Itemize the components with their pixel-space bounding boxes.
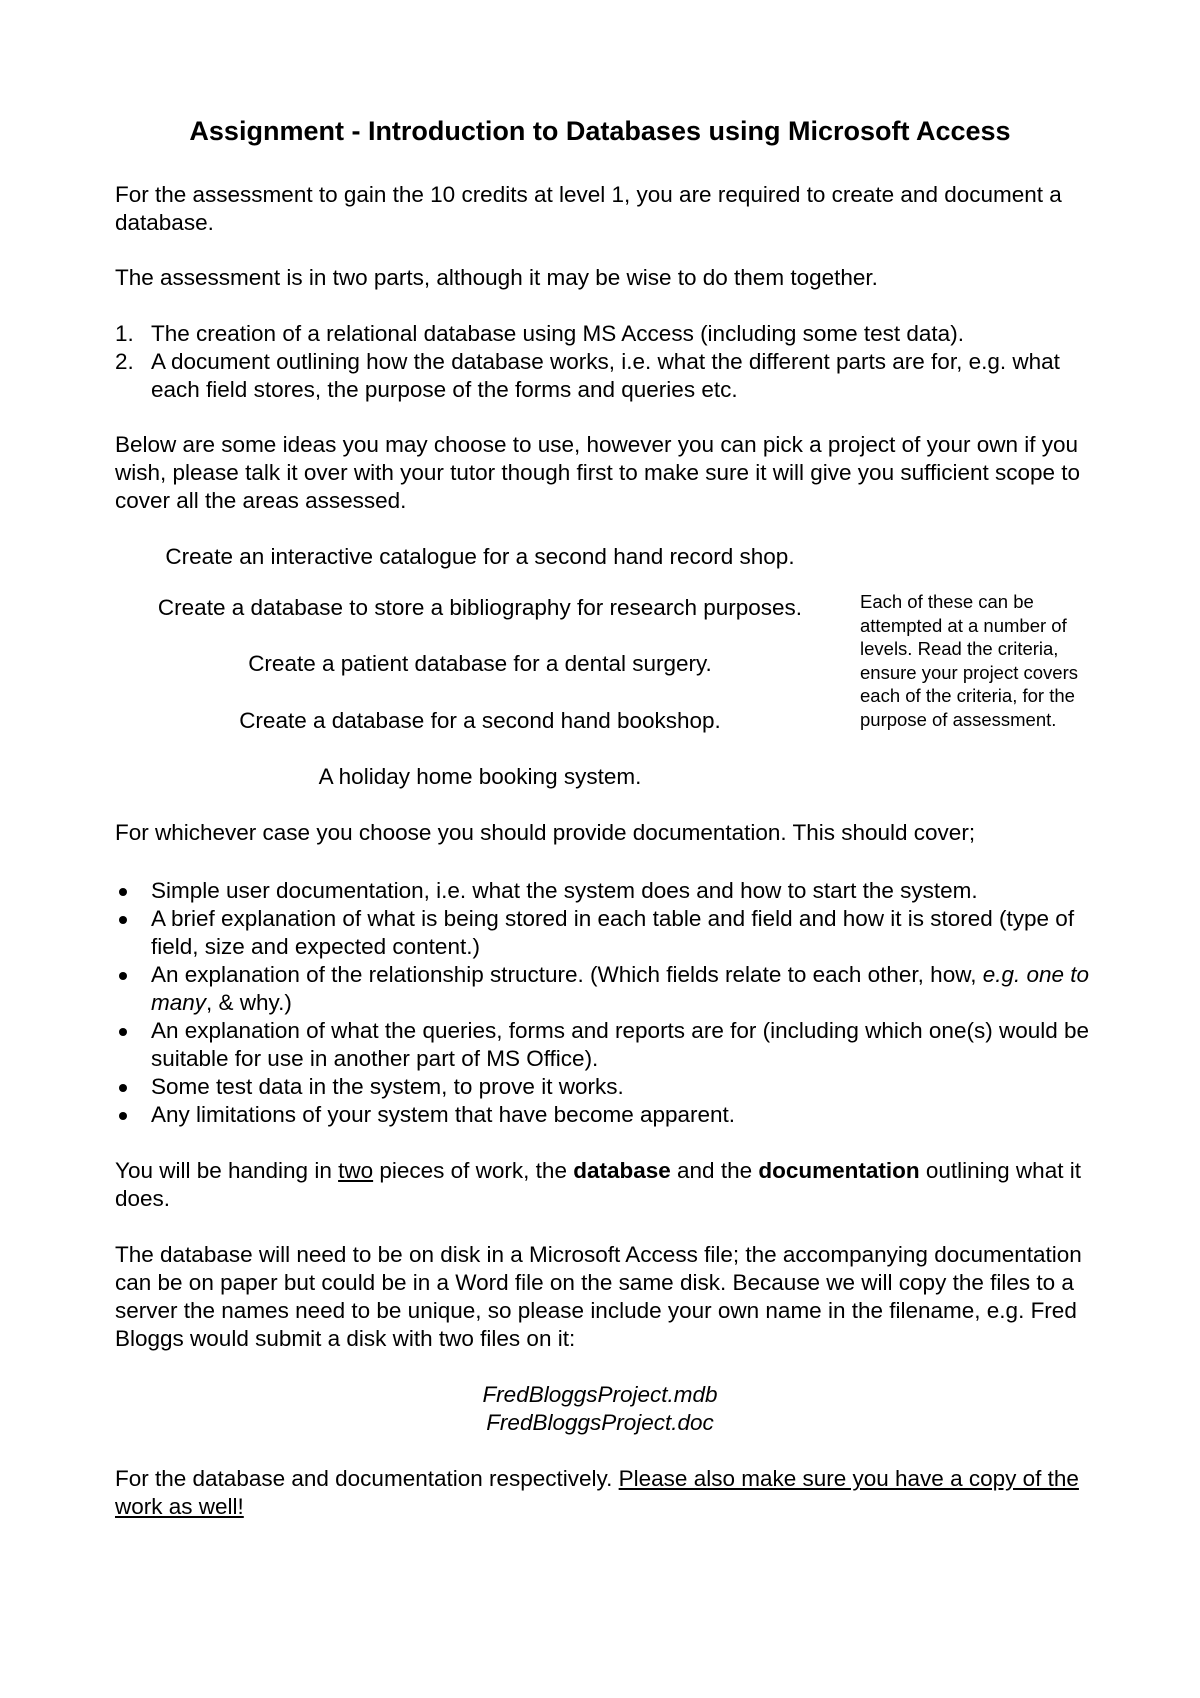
- list-item: [115, 905, 1105, 961]
- handin-text: pieces of work, the: [373, 1158, 574, 1183]
- filenames-block: [0, 1381, 1200, 1437]
- intro-paragraph: For the assessment to gain the 10 credits at level 1, you are required to create and document a database.: [115, 182, 1062, 235]
- handin-text: You will be handing in: [115, 1158, 339, 1183]
- idea-item: Create a patient database for a dental surgery.: [248, 651, 712, 676]
- idea-item: A holiday home booking system.: [318, 764, 642, 789]
- list-item: [115, 348, 1105, 404]
- list-marker: 1.: [115, 321, 134, 346]
- filename-mdb: FredBloggsProject.mdb: [482, 1382, 718, 1407]
- side-note: Each of these can be attempted at a number of levels. Read the criteria, ensure your project covers each of the criteria, for the purpose of assessment.: [860, 591, 1078, 730]
- list-item-text: A document outlining how the database works, i.e. what the different parts are for, e.g. what each field stores, the purpose of the forms and queries etc.: [151, 349, 1060, 402]
- bullet-icon: [119, 972, 127, 980]
- list-item: [115, 1073, 1105, 1101]
- parts-list: [115, 320, 1105, 404]
- list-item: [115, 320, 1105, 348]
- list-item: [115, 877, 1105, 905]
- closing-paragraph: [115, 1465, 1105, 1521]
- list-item-text: The creation of a relational database using MS Access (including some test data).: [151, 321, 964, 346]
- list-item: [115, 961, 1105, 1017]
- list-item-emphasis: e.g. one to many: [151, 962, 1090, 1015]
- list-marker: 2.: [115, 349, 134, 374]
- parts-intro-paragraph: The assessment is in two parts, although it may be wise to do them together.: [115, 265, 878, 290]
- bullet-icon: [119, 916, 127, 924]
- bullet-icon: [119, 888, 127, 896]
- filename-doc: FredBloggsProject.doc: [486, 1410, 714, 1435]
- list-item-text: Any limitations of your system that have become apparent.: [151, 1102, 736, 1127]
- document-title: Assignment - Introduction to Databases using Microsoft Access: [189, 116, 1011, 146]
- idea-item: Create a database to store a bibliography for research purposes.: [157, 595, 803, 620]
- list-item-text: An explanation of what the queries, forms and reports are for (including which one(s) would be suitable for use in another part of MS Office).: [151, 1018, 1090, 1071]
- handin-paragraph: [115, 1157, 1105, 1213]
- handin-bold-database: database: [573, 1158, 671, 1183]
- documentation-intro-paragraph: For whichever case you choose you should provide documentation. This should cover;: [115, 820, 976, 845]
- list-item-text: An explanation of the relationship structure. (Which fields relate to each other, how,: [151, 962, 983, 987]
- handin-bold-documentation: documentation: [758, 1158, 920, 1183]
- idea-item: Create an interactive catalogue for a second hand record shop.: [165, 544, 795, 569]
- list-item-text: Some test data in the system, to prove it works.: [151, 1074, 624, 1099]
- documentation-list: [115, 877, 1105, 1129]
- disk-paragraph: The database will need to be on disk in a Microsoft Access file; the accompanying documentation can be on paper but could be in a Word file on the same disk. Because we will copy the files to a server the names need to be unique, so please include your own name in the filename, e.g. Fred Bloggs would submit a disk with two files on it:: [115, 1242, 1082, 1351]
- closing-underlined: Please also make sure you have a copy of the work as well!: [115, 1466, 1079, 1519]
- list-item-text: , & why.): [206, 990, 292, 1015]
- ideas-intro-paragraph: Below are some ideas you may choose to use, however you can pick a project of your own if you wish, please talk it over with your tutor though first to make sure it will give you sufficient scope to cover all the areas assessed.: [115, 432, 1081, 513]
- idea-item: Create a database for a second hand bookshop.: [239, 708, 721, 733]
- list-item: [115, 1017, 1105, 1073]
- closing-text: For the database and documentation respectively.: [115, 1466, 619, 1491]
- bullet-icon: [119, 1028, 127, 1036]
- list-item-text: A brief explanation of what is being stored in each table and field and how it is stored (type of field, size and expected content.): [151, 906, 1075, 959]
- handin-text: and the: [670, 1158, 759, 1183]
- handin-underlined: two: [338, 1158, 374, 1183]
- bullet-icon: [119, 1112, 127, 1120]
- list-item-text: Simple user documentation, i.e. what the system does and how to start the system.: [151, 878, 978, 903]
- bullet-icon: [119, 1084, 127, 1092]
- list-item: [115, 1101, 1105, 1129]
- handin-text: outlining what it does.: [115, 1158, 1081, 1211]
